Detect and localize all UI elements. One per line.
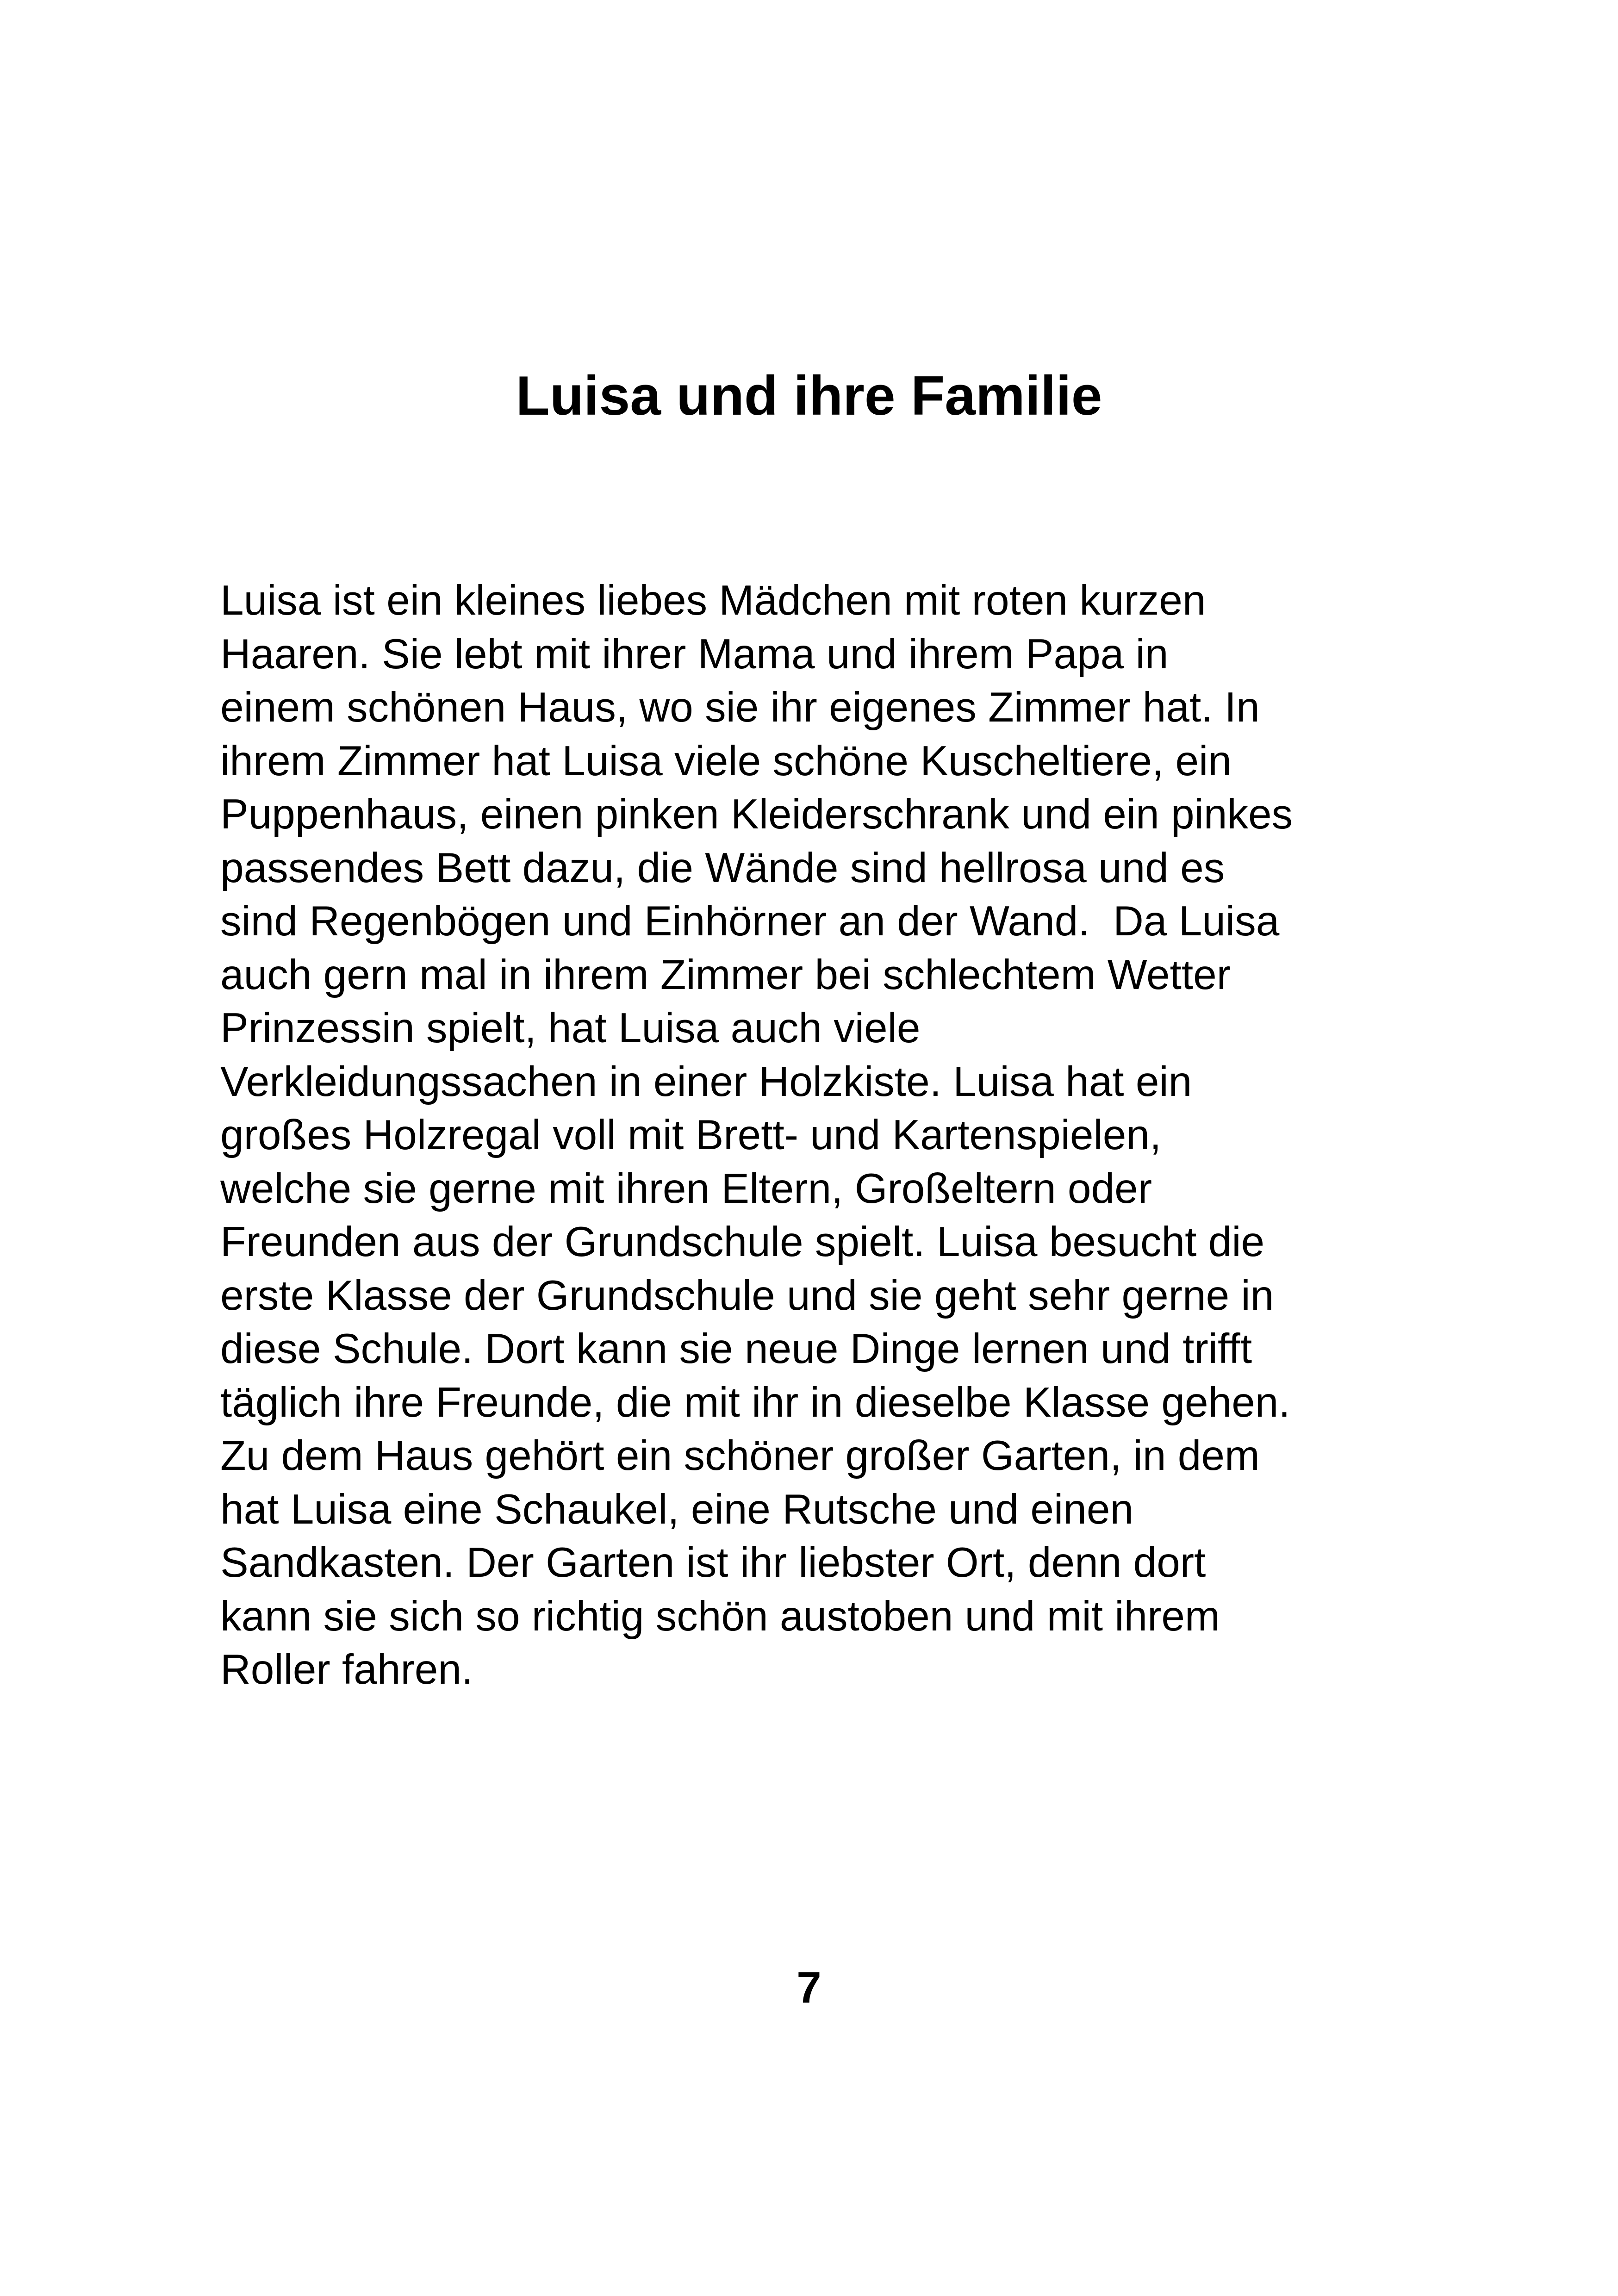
text-line: täglich ihre Freunde, die mit ihr in dieselbe Klasse gehen.	[220, 1379, 1290, 1426]
text-line: Freunden aus der Grundschule spielt. Luisa besucht die	[220, 1219, 1265, 1265]
text-line: auch gern mal in ihrem Zimmer bei schlechtem Wetter	[220, 951, 1231, 998]
text-line: hat Luisa eine Schaukel, eine Rutsche und einen	[220, 1486, 1134, 1533]
text-line: Puppenhaus, einen pinken Kleiderschrank und ein pinkes	[220, 791, 1293, 838]
text-line: Sandkasten. Der Garten ist ihr liebster Ort, denn dort	[220, 1539, 1206, 1586]
text-line: Prinzessin spielt, hat Luisa auch viele	[220, 1005, 921, 1052]
text-line: ihrem Zimmer hat Luisa viele schöne Kuscheltiere, ein	[220, 737, 1232, 784]
page-number: 7	[797, 1963, 821, 2012]
text-line: sind Regenbögen und Einhörner an der Wand. Da Luisa	[220, 898, 1280, 945]
text-line: Zu dem Haus gehört ein schöner großer Garten, in dem	[220, 1432, 1260, 1479]
text-line: Roller fahren.	[220, 1646, 473, 1693]
text-line: großes Holzregal voll mit Brett- und Kartenspielen,	[220, 1112, 1162, 1158]
body-paragraph	[220, 574, 1470, 1697]
text-line: Haaren. Sie lebt mit ihrer Mama und ihrem Papa in	[220, 630, 1169, 678]
text-line: Verkleidungssachen in einer Holzkiste. Luisa hat ein	[220, 1058, 1192, 1105]
text-line: diese Schule. Dort kann sie neue Dinge lernen und trifft	[220, 1325, 1252, 1372]
text-line: erste Klasse der Grundschule und sie geht sehr gerne in	[220, 1272, 1274, 1319]
text-line: einem schönen Haus, wo sie ihr eigenes Zimmer hat. In	[220, 684, 1260, 731]
text-line: welche sie gerne mit ihren Eltern, Großeltern oder	[220, 1165, 1152, 1212]
page-title: Luisa und ihre Familie	[516, 365, 1102, 427]
text-line: kann sie sich so richtig schön austoben und mit ihrem	[220, 1593, 1220, 1640]
text-line: Luisa ist ein kleines liebes Mädchen mit roten kurzen	[220, 577, 1206, 624]
text-line: passendes Bett dazu, die Wände sind hellrosa und es	[220, 844, 1225, 891]
